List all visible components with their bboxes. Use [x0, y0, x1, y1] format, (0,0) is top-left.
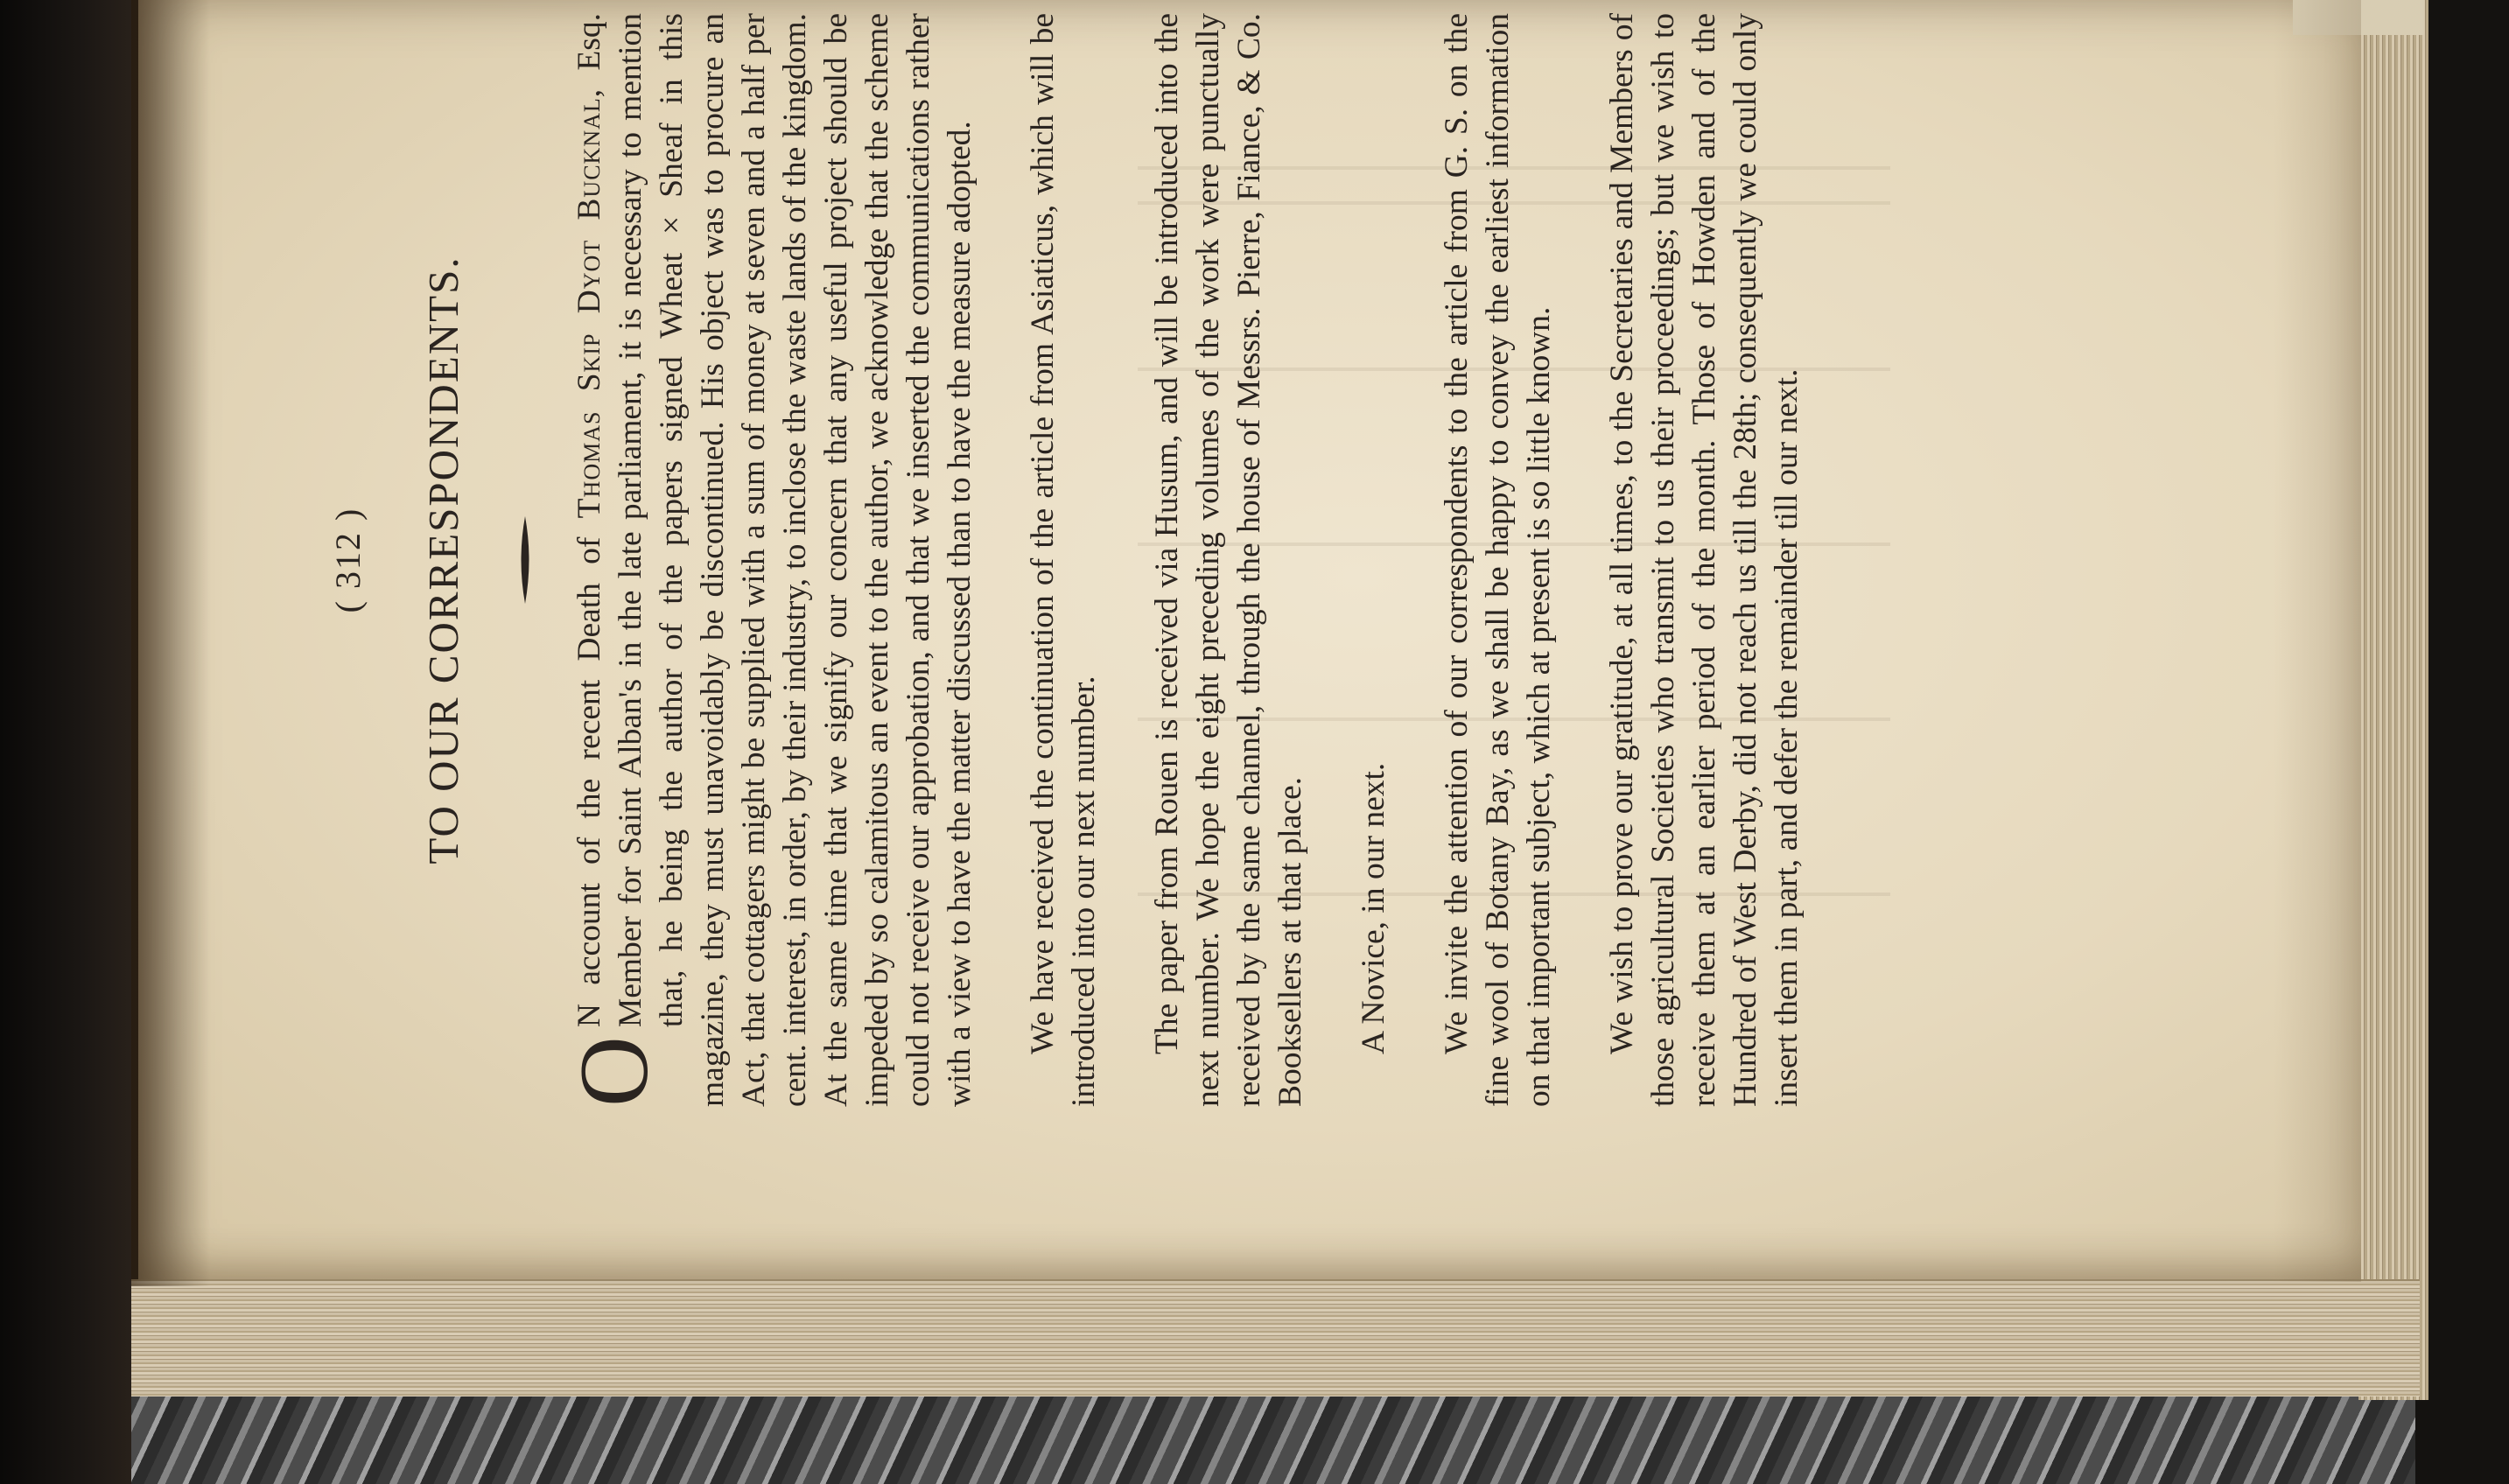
page-shading: [2274, 0, 2361, 1282]
page-edges-bottom: [131, 1279, 2420, 1396]
article-body: [560, 13, 1807, 1107]
paragraph-text: , Esq. Member for Saint Alban's in the late parliament, it is necessary to mention that, he being the author of the papers signed Wheat × Sheaf in this magazine, they must unavoidably be discontinued. His object was to procure an Act, that cottagers might be supplied with a sum of money at seven and a half per cent. interest, in order, by their industry, to inclose the waste lands of the kingdom. At the same time that we signify our concern that any useful project should be impeded by so calamitous an event to the author, we acknowledge that the scheme could not receive our approbation, and that we inserted the communications rather with a view to have the matter discussed than to have the measure adopted.: [571, 13, 978, 1107]
page-text-rotated: [315, 13, 2170, 1107]
page-number: ( 312 ): [328, 507, 368, 613]
spine-shadow: [131, 0, 210, 1286]
dark-background: [0, 0, 138, 1484]
drop-cap: O: [560, 1036, 669, 1107]
person-name: Thomas Skip Dyot Bucknal: [571, 97, 607, 519]
paragraph-societies: We wish to prove our gratitude, at all times, to the Secretaries and Members of those agricultural Societies who transmit to us their proceedings; but we wish to receive them at an earlier period of the month. Those of Howden and of the Hundred of West Derby, did not reach us till the 28th; consequently we could only insert them in part, and defer the remainder till our next.: [1604, 13, 1805, 1107]
marbled-book-cover: [131, 1387, 2415, 1484]
paragraph-text: N account of the recent Death of: [571, 518, 607, 1028]
paragraph-bucknal: [560, 13, 980, 1107]
page-title: TO OUR CORRESPONDENTS.: [419, 256, 467, 864]
paragraph-botany-bay: We invite the attention of our correspondents to the article from G. S. on the fine wool of Botany Bay, as we shall be happy to convey the earliest information on that important subject, which at present is so little known.: [1439, 13, 1557, 1107]
paragraph-rouen: The paper from Rouen is received via Husum, and will be introduced into the next number. We hope the eight preceding volumes of the work were punctually received by the same channel, through the house of Messrs. Pierre, Fiance, & Co. Booksellers at that place.: [1149, 13, 1308, 1107]
ornamental-rule: [519, 516, 531, 604]
paragraph-asiaticus: We have received the continuation of the article from Asiaticus, which will be introduced into our next number.: [1025, 13, 1102, 1107]
paragraph-novice: A Novice, in our next.: [1356, 762, 1391, 1054]
page-edges-right: [2358, 0, 2428, 1400]
